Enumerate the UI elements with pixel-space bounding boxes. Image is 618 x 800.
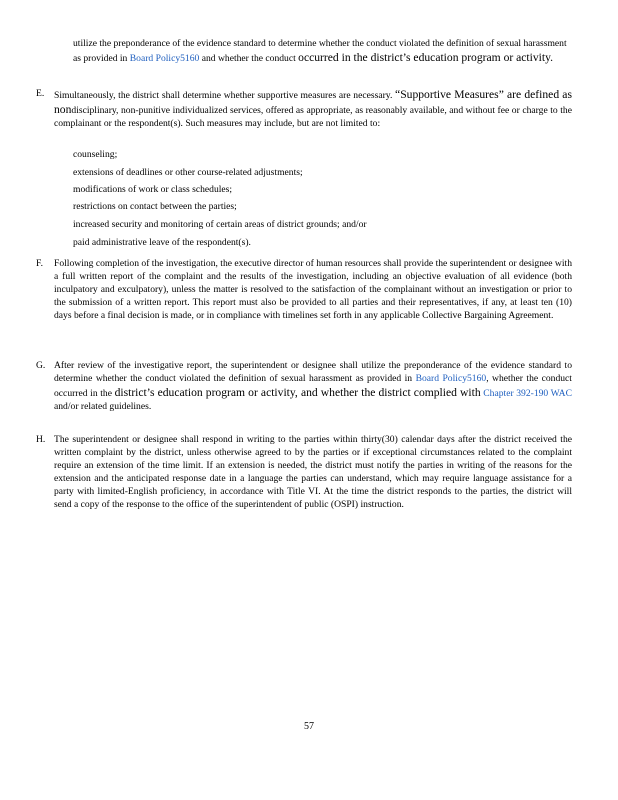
section-h-paragraph: The superintendent or designee shall respond in writing to the parties within thirty(30) calendar days after the district received the written complaint by the district, unless otherwise agreed to by the parties or if exceptional circumstances related to the complaint require an extension of the time limit. If an extension is needed, the district must notify the parties in writing of the reasons for the extension and the anticipated response date in a language the parties can understand, which may require language assistance for a party with limited-English proficiency, in accordance with Title VI. At the time the district responds to the parties, the district will send a copy of the response to the office of the superintendent of public (OSPI) instruction.	[54, 434, 572, 510]
list-item: extensions of deadlines or other course-related adjustments;	[73, 167, 303, 178]
board-policy-link[interactable]: Board Policy5160	[129, 52, 200, 64]
section-e-marker: E.	[36, 88, 45, 99]
wac-chapter-link[interactable]: Chapter 392-190 WAC	[483, 387, 572, 399]
section-f-paragraph: Following completion of the investigation, the executive director of human resources shall provide the superintendent or designee with a full written report of the complaint and the results of the investigation, including an objective evaluation of all evidence (both inculpatory and exculpatory), unless the matter is resolved to the satisfaction of the complainant without an investigation or prior to the submission of a written report. This report must also be provided to all parties and their representatives, if any, at least ten (10) days before a final decision is made, or in compliance with timelines set forth in any applicable Collective Bargaining Agreement.	[54, 258, 572, 321]
top-bullet-paragraph: utilize the preponderance of the evidence standard to determine whether the conduct violated the definition of sexual harassment as provided in Board Policy5160 and whether the conduct occurred in the district’s education program or activity.	[73, 38, 567, 64]
page-number: 57	[304, 721, 314, 732]
section-f-marker: F.	[36, 258, 43, 269]
list-item: restrictions on contact between the parties;	[73, 201, 237, 212]
section-h-marker: H.	[36, 434, 46, 445]
list-item: increased security and monitoring of certain areas of district grounds; and/or	[73, 219, 367, 230]
list-item: counseling;	[73, 149, 118, 160]
section-g-paragraph: After review of the investigative report, the superintendent or designee shall utilize the preponderance of the evidence standard to determine whether the conduct violated the definition of sexual harassment as provided in Board Policy5160, whether the conduct occurred in the district’s education program or activity, and whether the district complied with Chapter 392-190 WAC and/or related guidelines.	[54, 360, 572, 412]
section-g-marker: G.	[36, 360, 46, 371]
list-item: modifications of work or class schedules;	[73, 184, 233, 195]
list-item: paid administrative leave of the respondent(s).	[73, 237, 251, 248]
board-policy-link[interactable]: Board Policy5160	[415, 372, 487, 384]
section-e-paragraph: Simultaneously, the district shall determine whether supportive measures are necessary. “Supportive Measures” are defined as nondisciplinary, non-punitive individualized services, offered as appropriate, as reasonably available, and without fee or charge to the complainant or the respondent(s). Such measures may include, but are not limited to:	[54, 88, 572, 129]
